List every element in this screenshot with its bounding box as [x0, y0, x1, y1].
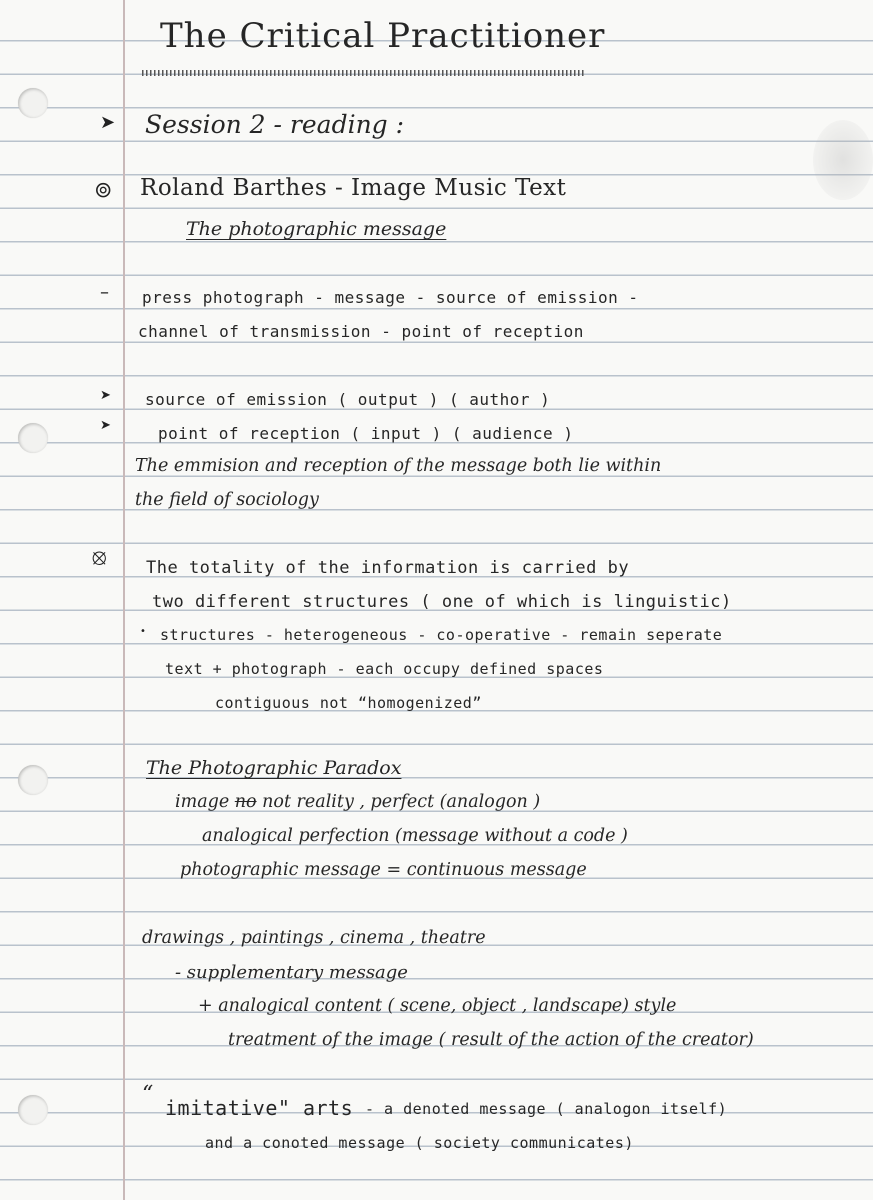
image-line-struck: no	[234, 792, 257, 812]
arrow-marker-icon: ➤	[100, 388, 111, 403]
imitative-arts: imitative" arts	[165, 1096, 354, 1120]
page-title: The Critical Practitioner	[160, 16, 606, 56]
paper-stain	[813, 120, 873, 200]
sociology-line-1: The emmision and reception of the message both lie within	[135, 456, 662, 476]
analogical-content-line: + analogical content ( scene, object , landscape) style	[198, 996, 677, 1016]
paradox-heading: The Photographic Paradox	[146, 757, 402, 779]
punch-hole-2	[18, 423, 48, 453]
dash-marker-icon: –	[100, 282, 109, 303]
reference-title: Roland Barthes - Image Music Text	[140, 175, 567, 201]
chapter-title: The photographic message	[186, 218, 447, 240]
photographic-message-line: photographic message = continuous message	[180, 860, 587, 880]
punch-hole-4	[18, 1095, 48, 1125]
session-heading: Session 2 - reading :	[145, 110, 405, 139]
totality-line-1: The totality of the information is carried by	[146, 558, 630, 578]
punch-hole-3	[18, 765, 48, 795]
source-line: source of emission ( output ) ( author )	[145, 390, 551, 409]
bullet-dot-icon: •	[140, 626, 146, 637]
arrow-marker-icon: ➤	[100, 112, 116, 133]
title-underline	[142, 70, 586, 76]
supplementary-line: - supplementary message	[175, 962, 408, 983]
sociology-line-2: the field of sociology	[135, 490, 319, 510]
denoted-line: - a denoted message ( analogon itself)	[365, 1100, 728, 1118]
contiguous-line: contiguous not “homogenized”	[215, 694, 482, 712]
treatment-line: treatment of the image ( result of the action of the creator)	[228, 1030, 754, 1050]
flow-line-2: channel of transmission - point of reception	[138, 322, 584, 341]
quote-mark: “	[142, 1082, 154, 1107]
analogical-line: analogical perfection (message without a code )	[202, 826, 628, 846]
connoted-line: and a conoted message ( society communicates)	[205, 1134, 634, 1152]
image-line	[175, 792, 540, 812]
punch-hole-1	[18, 88, 48, 118]
arts-line: drawings , paintings , cinema , theatre	[142, 928, 486, 948]
point-line: point of reception ( input ) ( audience )	[158, 424, 574, 443]
structures-line: structures - heterogeneous - co-operative - remain seperate	[160, 626, 723, 644]
image-line-pre: image	[175, 792, 230, 812]
image-line-post: not reality , perfect (analogon )	[262, 792, 541, 812]
totality-line-2: two different structures ( one of which is linguistic)	[152, 592, 732, 612]
arrow-marker-icon: ➤	[100, 418, 111, 433]
circle-swirl-icon: ⊚	[94, 178, 113, 203]
flow-line-1: press photograph - message - source of emission -	[142, 288, 639, 307]
triple-swirl-icon: ⦻	[92, 545, 107, 570]
margin-line	[123, 0, 125, 1200]
text-photo-line: text + photograph - each occupy defined spaces	[165, 660, 604, 678]
